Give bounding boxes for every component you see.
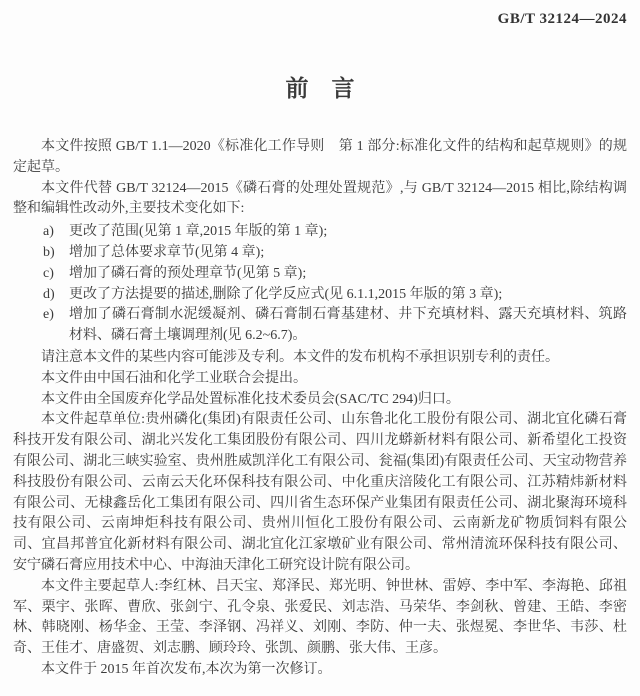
change-item-b — [13, 243, 627, 264]
paragraph-patent-notice: 请注意本文件的某些内容可能涉及专利。本文件的发布机构不承担识别专利的责任。 — [41, 349, 559, 365]
paragraph-drafting-basis: 本文件按照 GB/T 1.1—2020《标准化工作导则 第 1 部分:标准化文件的结构和起草规则》的规定起草。 — [13, 139, 627, 175]
change-item-text: 增加了磷石膏的预处理章节(见第 5 章); — [69, 265, 307, 281]
foreword-title: 前 言 — [285, 76, 355, 101]
change-item-e — [13, 305, 627, 347]
change-item-a — [13, 222, 627, 243]
paragraph-proposed-by: 本文件由中国石油和化学工业联合会提出。 — [41, 370, 307, 386]
change-item-text: 更改了范围(见第 1 章,2015 年版的第 1 章); — [69, 224, 328, 240]
change-item-label: d) — [43, 286, 55, 302]
paragraph-replacement-note: 本文件代替 GB/T 32124—2015《磷石膏的处理处置规范》,与 GB/T 32124—2015 相比,除结构调整和编辑性改动外,主要技术变化如下: — [13, 180, 627, 217]
change-item-label: e) — [43, 307, 54, 323]
change-item-label: c) — [43, 265, 54, 281]
change-item-d — [13, 285, 627, 306]
foreword-body — [13, 137, 627, 681]
changes-list — [13, 222, 627, 347]
change-item-c — [13, 264, 627, 285]
standard-code: GB/T 32124—2024 — [497, 11, 627, 27]
paragraph-revision-history: 本文件于 2015 年首次发布,本次为第一次修订。 — [41, 661, 332, 677]
change-item-label: b) — [43, 244, 55, 260]
paragraph-main-drafters: 本文件主要起草人:李红林、吕天宝、郑泽民、郑光明、钟世林、雷婷、李中军、李海艳、邱祖军、栗宇、张晖、曹欣、张剑宁、孔令泉、张爱民、刘志浩、马荣华、李剑秋、曾建、王皓、李密林、韩晓刚、杨华金、王莹、李泽钢、冯祥义、刘刚、李防、仲一夫、张煜冕、李世华、韦莎、杜奇、王佳才、唐盛贺、刘志鹏、顾玲玲、张凯、颜鹏、张大伟、王彦。 — [13, 578, 627, 657]
paragraph-centralized-by: 本文件由全国废弃化学品处置标准化技术委员会(SAC/TC 294)归口。 — [41, 391, 460, 407]
change-item-text: 增加了总体要求章节(见第 4 章); — [69, 244, 265, 260]
change-item-label: a) — [43, 224, 54, 240]
change-item-text: 更改了方法提要的描述,删除了化学反应式(见 6.1.1,2015 年版的第 3 章); — [69, 286, 503, 302]
change-item-text: 增加了磷石膏制水泥缓凝剂、磷石膏制石膏基建材、井下充填材料、露天充填材料、筑路材料、磷石膏土壤调理剂(见 6.2~6.7)。 — [69, 307, 627, 344]
paragraph-drafting-organizations: 本文件起草单位:贵州磷化(集团)有限责任公司、山东鲁北化工股份有限公司、湖北宜化磷石膏科技开发有限公司、湖北兴发化工集团股份有限公司、四川龙蟒新材料有限公司、新希望化工投资有限公司、湖北三峡实验室、贵州胜威凯洋化工有限公司、瓮福(集团)有限责任公司、天宝动物营养科技股份有限公司、云南云天化环保科技有限公司、中化重庆涪陵化工有限公司、江苏精炜新材料有限公司、无棣鑫岳化工集团有限公司、四川省生态环保产业集团有限责任公司、湖北聚海环境科技有限公司、云南坤炬科技有限公司、贵州川恒化工股份有限公司、云南新龙矿物质饲料有限公司、宜昌邦普宜化新材料有限公司、湖北宜化江家墩矿业有限公司、常州清流环保科技有限公司、安宁磷石膏应用技术中心、中海油天津化工研究设计院有限公司。 — [13, 412, 627, 573]
